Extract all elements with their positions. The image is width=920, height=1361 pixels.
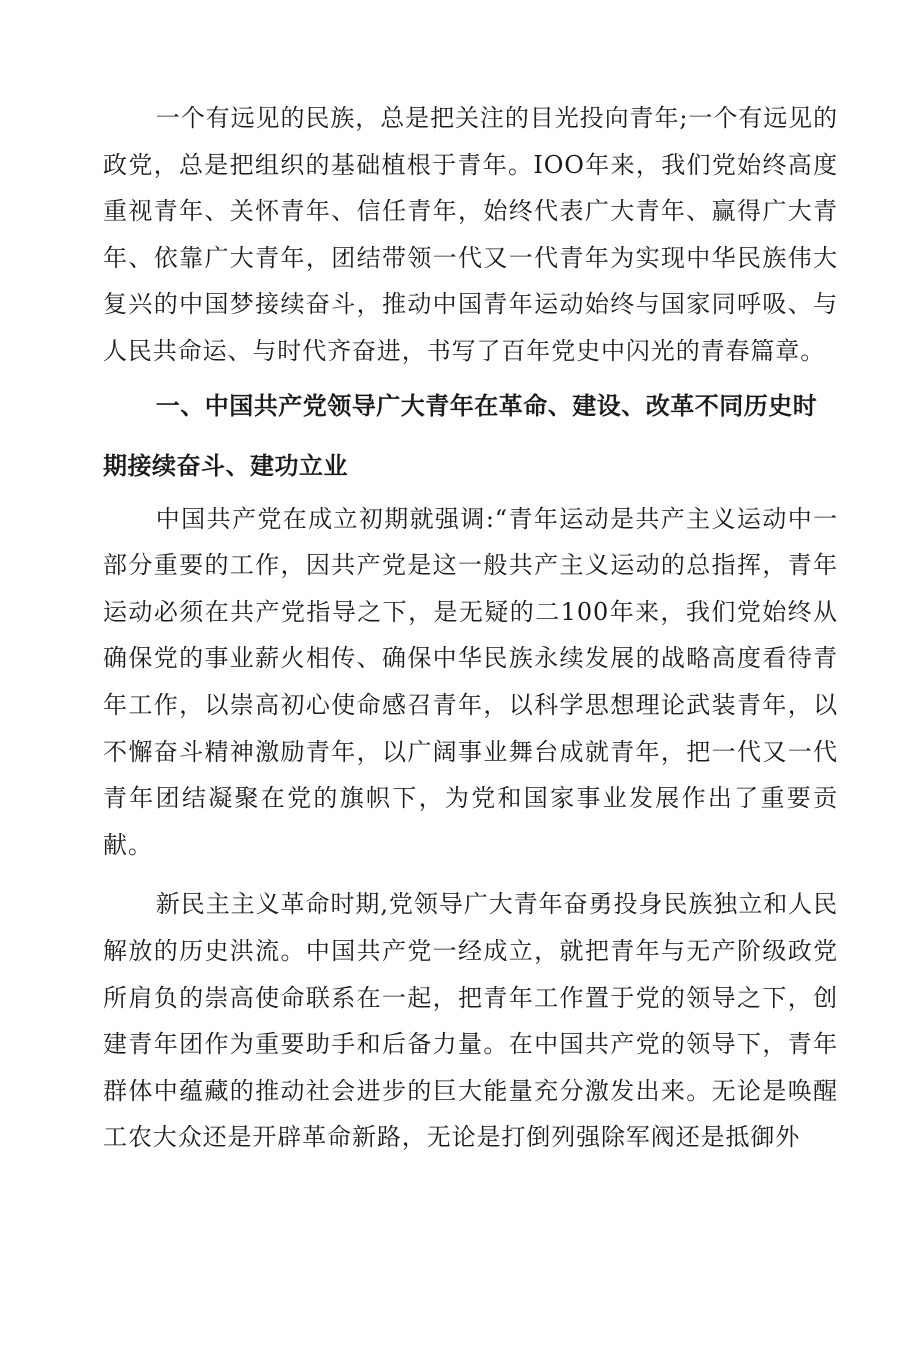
document-body	[103, 95, 838, 1161]
body-paragraph-2: 新民主主义革命时期,党领导广大青年奋勇投身民族独立和人民解放的历史洪流。中国共产党一经成立，就把青年与无产阶级政党所肩负的崇高使命联系在一起，把青年工作置于党的领导之下，创建青年团作为重要助手和后备力量。在中国共产党的领导下，青年群体中蕴藏的推动社会进步的巨大能量充分激发出来。无论是唤醒工农大众还是开辟革命新路，无论是打倒列强除军阀还是抵御外	[103, 890, 838, 1152]
body-paragraph-1: 中国共产党在成立初期就强调:“青年运动是共产主义运动中一部分重要的工作，因共产党是这一般共产主义运动的总指挥，青年运动必须在共产党指导之下，是无疑的二100年来，我们党始终从确保党的事业薪火相传、确保中华民族永续发展的战略高度看待青年工作，以崇高初心使命感召青年，以科学思想理论武装青年，以不懈奋斗精神激励青年，以广阔事业舞台成就青年，把一代又一代青年团结凝聚在党的旗帜下，为党和国家事业发展作出了重要贡献。	[103, 504, 838, 859]
intro-paragraph: 一个有远见的民族，总是把关注的目光投向青年;一个有远见的政党，总是把组织的基础植根于青年。IOO年来，我们党始终高度重视青年、关怀青年、信任青年，始终代表广大青年、赢得广大青年、依靠广大青年，团结带领一代又一代青年为实现中华民族伟大复兴的中国梦接续奋斗，推动中国青年运动始终与国家同呼吸、与人民共命运、与时代齐奋进，书写了百年党史中闪光的青春篇章。	[103, 104, 838, 365]
section-heading: 一、中国共产党领导广大青年在革命、建设、改革不同历史时期接续奋斗、建功立业	[103, 390, 818, 480]
